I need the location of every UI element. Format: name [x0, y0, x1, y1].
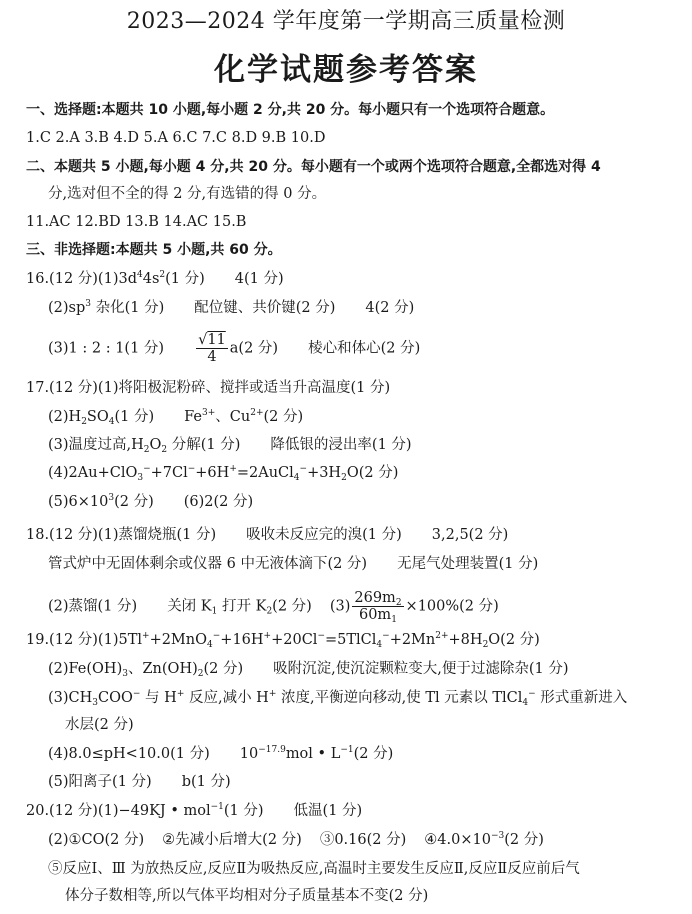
q18-fraction [352, 590, 403, 623]
q18-sub: 1 [211, 606, 218, 617]
q17-sup: + [229, 464, 237, 474]
section-2-title-line2: 分,选对但不全的得 2 分,有选错的得 0 分。 [48, 186, 327, 202]
q19-eq: +8H [448, 632, 483, 648]
q19-sup: − [528, 689, 536, 699]
q17-eq: (4)2Au+ClO [48, 465, 138, 481]
q19-b: b(1 分) [181, 774, 231, 790]
q20-score: (2 分) [504, 832, 544, 848]
section-1-title: 一、选择题:本题共 10 小题,每小题 2 分,共 20 分。每小题只有一个选项符合题意。 [26, 102, 555, 118]
section-2-title-line1: 二、本题共 5 小题,每小题 4 分,共 20 分。每小题有一个或两个选项符合题意,全都选对得 4 [26, 159, 601, 175]
q20-score: (1 分) [223, 803, 264, 819]
q18-sub: 1 [391, 615, 397, 625]
q19-sup: − [382, 631, 390, 641]
q16-part1-mid: 4s [142, 271, 160, 287]
q19-sub: 4 [207, 640, 213, 650]
q17-o: O [149, 437, 162, 453]
q19-eq: O(2 分) [488, 632, 540, 648]
exam-title: 2023—2024 学年度第一学期高三质量检测 [126, 9, 566, 34]
q19-adsorb: 吸附沉淀,使沉淀颗粒变大,便于过滤除杂(1 分) [273, 661, 569, 677]
q17-line4 [48, 463, 398, 483]
q18-flask: 18.(12 分)(1)蒸馏烧瓶(1 分) [26, 527, 217, 543]
q16-part1: 16.(12 分)(1)3d [26, 271, 137, 287]
q20-co: (2)①CO(2 分) [48, 832, 145, 848]
q19-sup: + [263, 631, 272, 641]
q18-flaw: 无尾气处理装置(1 分) [397, 556, 539, 572]
q19-sup: + [176, 689, 185, 699]
q19-sup: 2+ [435, 631, 449, 641]
q19-sup: −1 [340, 745, 354, 755]
q20-line2 [48, 830, 544, 850]
q17-score: (1 分) [114, 409, 155, 425]
q19-sub: 2 [197, 669, 204, 679]
q20-line3: ⑤反应Ⅰ、Ⅲ 为放热反应,反应Ⅱ为吸热反应,高温时主要发生反应Ⅱ,反应Ⅱ反应前后气 [48, 861, 580, 877]
q17-line1: 17.(12 分)(1)将阳极泥粉碎、搅拌或适当升高温度(1 分) [26, 380, 391, 396]
q17-sub: 4 [293, 473, 300, 483]
q19-line3 [48, 688, 627, 708]
section-2-answers: 11.AC 12.BD 13.B 14.AC 15.B [26, 214, 247, 230]
q16-part2-sup: 3 [85, 299, 91, 309]
q19-ph: (4)8.0≤pH<10.0(1 分) [48, 746, 210, 762]
q18-sub: 2 [395, 598, 402, 608]
q16-part1-score: (1 分) [165, 271, 205, 287]
q19-cation: (5)阳离子(1 分) [48, 774, 152, 790]
q17-h2: (2)H [48, 409, 82, 425]
q17-eq: +3H [307, 465, 342, 481]
q19-eq: +16H [220, 632, 264, 648]
q19-ten: 10 [239, 746, 259, 762]
q19-eq: +2MnO [149, 632, 208, 648]
q17-sup: − [299, 464, 308, 474]
q18-frac-den: 60m [358, 607, 392, 623]
q18-part3: (3) [329, 598, 351, 615]
q19-sub: 4 [376, 640, 383, 650]
q19-eq: =5TlCl [324, 632, 377, 648]
q20-value: ③0.16(2 分) [319, 832, 407, 848]
q17-fe: Fe [184, 409, 202, 425]
q19-line2 [48, 659, 569, 679]
q17-sup: − [143, 464, 151, 474]
q19-score: (2 分) [353, 746, 394, 762]
answer-key-title: 化学试题参考答案 [214, 52, 478, 88]
q19-line6 [48, 772, 231, 792]
q17-so: SO [86, 409, 109, 425]
q20-sup: −3 [490, 831, 505, 841]
q16-part2-count: 4(2 分) [365, 300, 415, 316]
q17-sub: 2 [81, 417, 87, 427]
q17-sub: 2 [161, 445, 168, 455]
q19-sup: + [268, 689, 277, 699]
section-3-title: 三、非选择题:本题共 5 小题,共 60 分。 [26, 242, 282, 258]
q18-k2: 打开 K [217, 598, 267, 615]
q17-cu: 、Cu [215, 409, 251, 425]
q17-decompose: 分解(1 分) [167, 437, 241, 453]
q18-k1: 关闭 K [167, 598, 212, 615]
q19-sub: 4 [522, 698, 529, 708]
q19-sub: 3 [122, 669, 128, 679]
q19-line1 [26, 630, 540, 650]
q20-enthalpy: 20.(12 分)(1)−49KJ • mol [26, 803, 211, 819]
q17-eq: =2AuCl [236, 465, 294, 481]
q17-lower-rate: 降低银的浸出率(1 分) [270, 437, 412, 453]
q20-line1 [26, 801, 362, 821]
q19-sup: − [132, 689, 141, 699]
q16-part1-answer-b: 4(1 分) [234, 271, 284, 287]
q17-sup: 3 [108, 493, 115, 503]
q19-line5 [48, 744, 393, 764]
q19-reduce: 反应,减小 H [184, 690, 269, 706]
q19-reenter: 形式重新进入 [535, 690, 628, 706]
q19-eq: +2Mn [389, 632, 436, 648]
q16-fraction: $\frac{√11}{4}$ [198, 332, 226, 365]
q16-part3-position: 棱心和体心(2 分) [308, 340, 421, 357]
q17-sup: 2+ [250, 408, 264, 418]
q16-frac-num: 11 [207, 332, 226, 348]
q17-eq: +6H [195, 465, 230, 481]
section-1-answers: 1.C 2.A 3.B 4.D 5.A 6.C 7.C 8.D 9.B 10.D [26, 130, 326, 146]
q16-line2 [48, 298, 414, 318]
q16-part2-hybrid: 杂化(1 分) [91, 300, 165, 316]
q18-frac-num: 269m [354, 590, 396, 606]
q17-sub: 2 [341, 473, 347, 483]
q17-sub: 2 [143, 445, 150, 455]
q18-sub: 2 [266, 606, 273, 617]
q19-line4: 水层(2 分) [65, 717, 134, 733]
q16-line1 [26, 269, 284, 289]
q17-eq: O(2 分) [346, 465, 399, 481]
q17-line5 [48, 492, 253, 512]
q20-lowtemp: 低温(1 分) [293, 803, 363, 819]
q20-k: ④4.0×10 [424, 832, 491, 848]
q19-sup: − [317, 631, 325, 641]
q17-temp: (3)温度过高,H [48, 437, 144, 453]
q19-equilibrium: 浓度,平衡逆向移动,使 Tl 元素以 TlCl [276, 690, 523, 706]
q19-eq: 19.(12 分)(1)5Tl [26, 632, 143, 648]
q16-line3 [48, 332, 420, 365]
q18-line3 [48, 590, 499, 623]
q17-sup: − [187, 464, 196, 474]
q18-percent: ×100%(2 分) [405, 598, 499, 615]
q20-trend: ②先减小后增大(2 分) [162, 832, 302, 848]
q17-score: (2 分) [114, 494, 154, 510]
q17-score: (2 分) [263, 409, 304, 425]
q16-part2: (2)sp [48, 300, 86, 316]
q19-ch: (3)CH [48, 690, 93, 706]
q16-part2-bonds: 配位键、共价键(2 分) [194, 300, 336, 316]
q17-line3 [48, 435, 412, 455]
q20-sup: −1 [210, 802, 224, 812]
q18-absorb: 吸收未反应完的溴(1 分) [246, 527, 402, 543]
q19-sub: 3 [92, 698, 99, 708]
q16-part3-ratio: (3)1 : 2 : 1(1 分) [48, 340, 165, 357]
q18-line1 [26, 525, 508, 545]
q20-line4: 体分子数相等,所以气体平均相对分子质量基本不变(2 分) [65, 888, 429, 904]
q17-sub: 3 [137, 473, 144, 483]
q19-score: (2 分) [203, 661, 244, 677]
q19-sup: + [142, 631, 150, 641]
q19-sup: −17.9 [258, 745, 286, 755]
q18-line2 [48, 554, 538, 574]
q17-sub: 4 [108, 417, 115, 427]
q17-part6: (6)2(2 分) [183, 494, 254, 510]
q17-val: (5)6×10 [48, 494, 109, 510]
q19-sub: 2 [482, 640, 489, 650]
q19-sup: − [212, 631, 221, 641]
q18-score: (2 分) [272, 598, 312, 615]
q16-sup1: 4 [136, 270, 143, 280]
q19-coo: COO [98, 690, 133, 706]
q18-distill: (2)蒸馏(1 分) [48, 598, 138, 615]
q17-line2 [48, 407, 303, 427]
q16-frac-den: 4 [207, 349, 217, 365]
q17-eq: +7Cl [150, 465, 188, 481]
q19-unit: mol • L [285, 746, 341, 762]
q19-zn: 、Zn(OH) [127, 661, 198, 677]
q18-endpoint: 管式炉中无固体剩余或仪器 6 中无液体滴下(2 分) [48, 556, 368, 572]
q16-sup2: 2 [159, 270, 166, 280]
q16-frac-post: a(2 分) [229, 340, 279, 357]
q19-eq: +20Cl [271, 632, 318, 648]
q17-sup: 3+ [202, 408, 216, 418]
q19-fe: (2)Fe(OH) [48, 661, 123, 677]
q18-order: 3,2,5(2 分) [431, 527, 509, 543]
q19-h: 与 H [140, 690, 177, 706]
